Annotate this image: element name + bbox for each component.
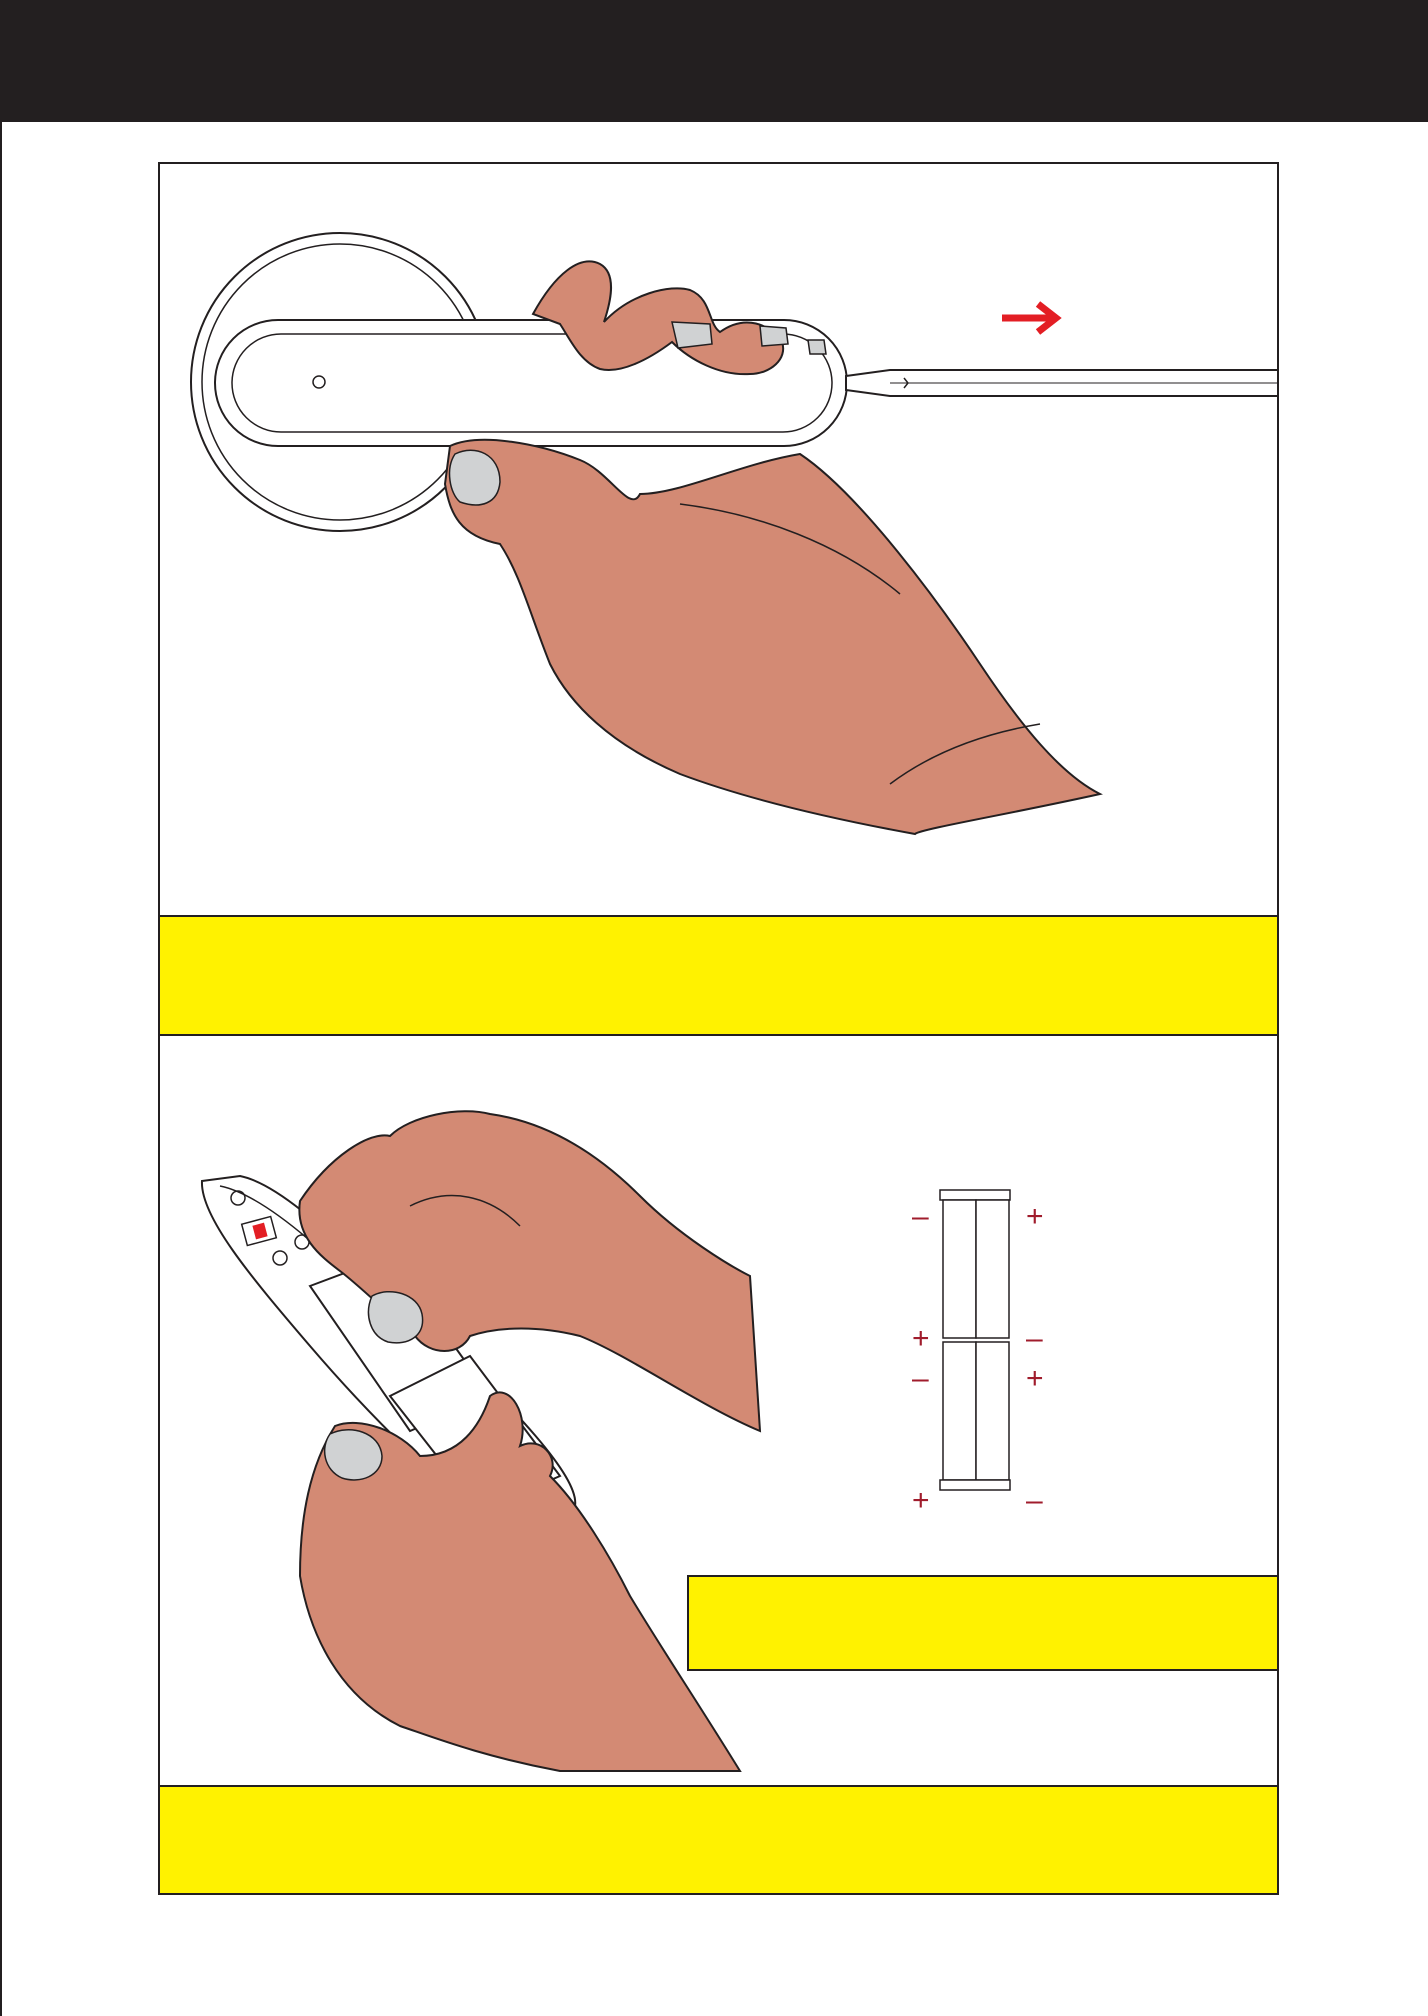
fingernail	[808, 340, 826, 354]
step-2-caption-box	[158, 1785, 1279, 1895]
thumb-nail	[325, 1430, 382, 1480]
polarity-minus: –	[912, 1362, 929, 1395]
battery-note-box	[687, 1575, 1279, 1671]
step-2-illustration	[158, 1034, 1279, 1789]
fingernail	[672, 322, 712, 348]
polarity-minus: –	[1026, 1484, 1043, 1517]
pull-direction-arrow-icon	[1002, 304, 1056, 332]
polarity-plus: +	[912, 1322, 930, 1355]
battery-cell	[976, 1342, 1009, 1480]
battery-cell	[943, 1200, 976, 1338]
handle-screwdriver-illustration	[160, 164, 1279, 917]
page-edge-line	[0, 122, 2, 2016]
fingernail	[760, 326, 788, 346]
polarity-minus: –	[1026, 1322, 1043, 1355]
thumb-nail	[450, 450, 500, 505]
polarity-plus: +	[1026, 1200, 1044, 1233]
polarity-minus: –	[912, 1200, 929, 1233]
polarity-plus: +	[912, 1484, 930, 1517]
step-1-caption	[160, 917, 1277, 957]
step-2-caption	[160, 1787, 1277, 1827]
handle-keyhole	[313, 376, 325, 388]
step-1-caption-box	[158, 915, 1279, 1036]
battery-contact-top	[940, 1190, 1010, 1200]
battery-cell	[943, 1342, 976, 1480]
step-1-illustration	[158, 162, 1279, 917]
battery-note	[689, 1577, 1277, 1617]
polarity-plus: +	[1026, 1362, 1044, 1395]
battery-insertion-illustration	[160, 1036, 1279, 1789]
battery-contact-bottom	[940, 1480, 1010, 1490]
header-bar	[0, 0, 1428, 122]
battery-polarity-diagram	[912, 1190, 1044, 1517]
battery-cell	[976, 1200, 1009, 1338]
hand-palm	[445, 440, 1100, 834]
